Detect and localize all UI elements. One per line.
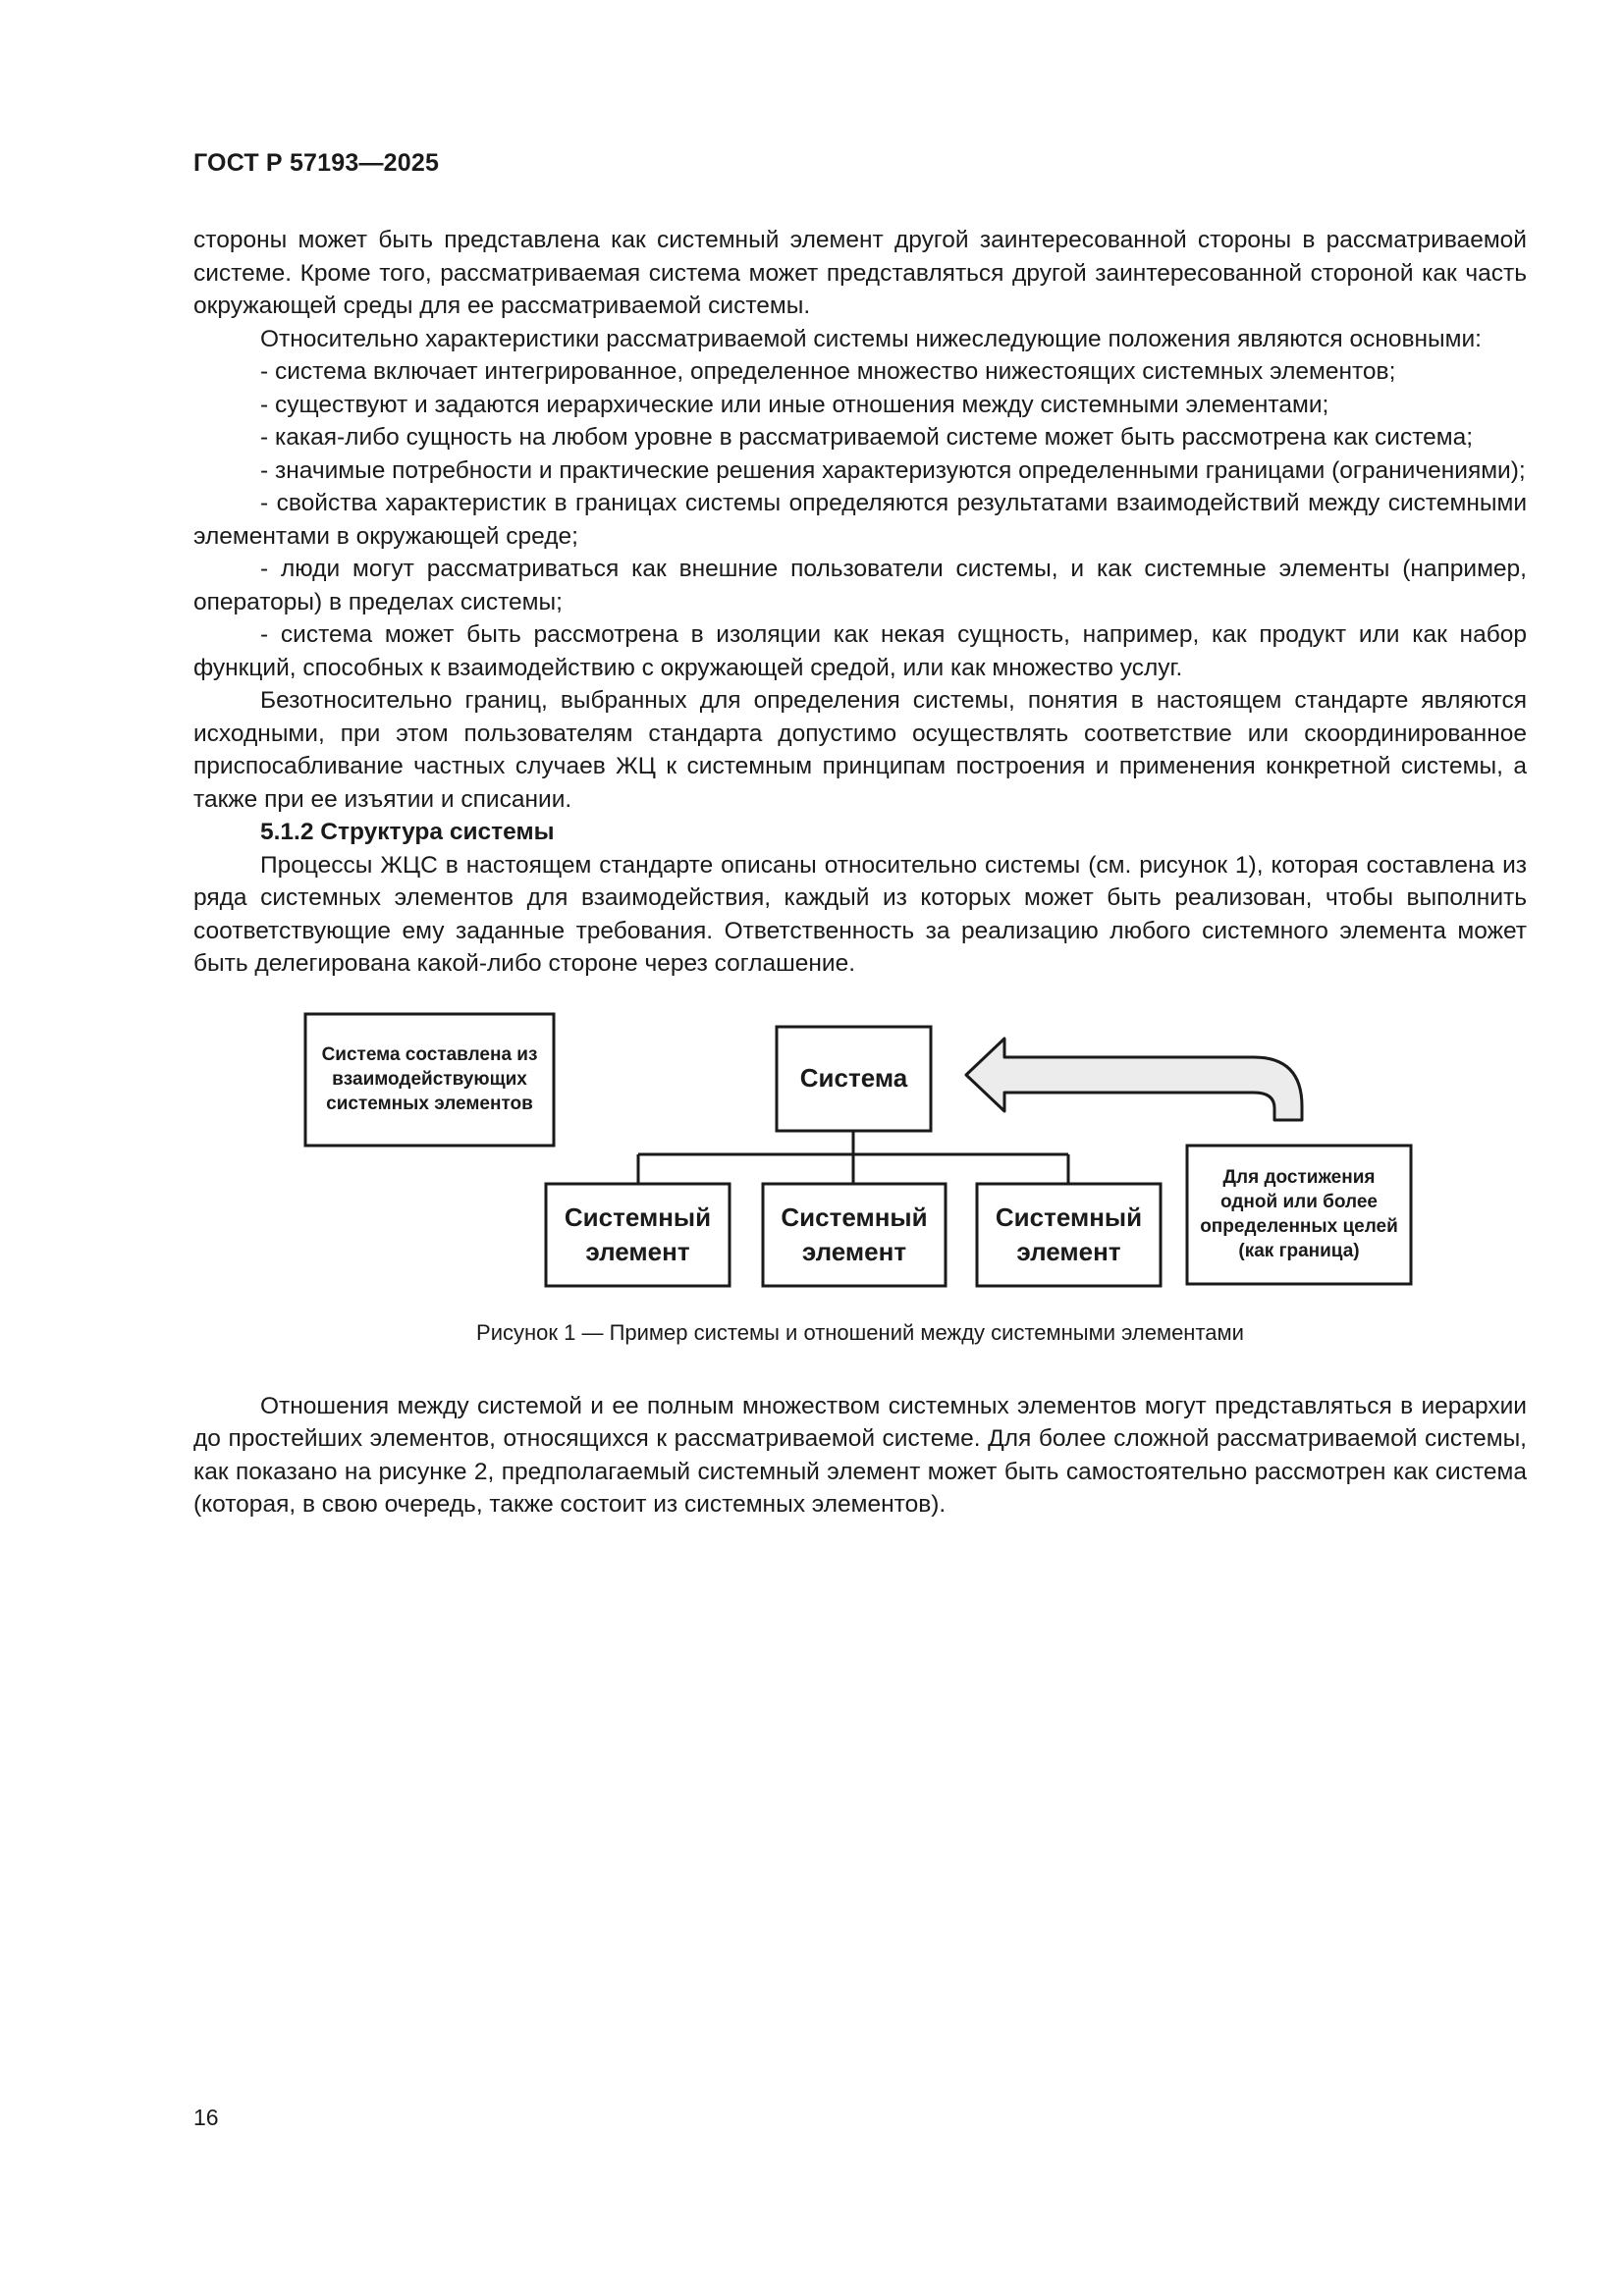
paragraph: Безотносительно границ, выбранных для определения системы, понятия в настоящем стандарте являются исходными, при этом пользователям стандарта допустимо осуществлять соответствие или скоординированное приспосабливание частных случаев ЖЦ к системным принципам построения и применения конкретной системы, а также при ее изъятии и списании. xyxy=(193,687,1527,813)
element-label: Системный элемент xyxy=(781,1201,928,1266)
list-item: - система может быть рассмотрена в изоляции как некая сущность, например, как продукт или как набор функций, способных к взаимодействию с окружающей средой, или как множество услуг. xyxy=(193,621,1527,681)
arrow-icon xyxy=(966,1039,1302,1120)
list-item: - какая-либо сущность на любом уровне в рассматриваемой системе может быть рассмотрена как система; xyxy=(260,424,1474,451)
goal-label: Для достижения одной или более определенных целей (как граница) xyxy=(1200,1167,1398,1261)
figure-caption: Рисунок 1 — Пример системы и отношений между системными элементами xyxy=(476,1319,1244,1345)
element-label: Системный элемент xyxy=(995,1201,1143,1266)
system-diagram xyxy=(193,1002,1527,1390)
main-content xyxy=(193,224,1527,1522)
list-item: - свойства характеристик в границах системы определяются результатами взаимодействий между системными элементами в окружающей среде; xyxy=(193,490,1527,550)
list-item: - система включает интегрированное, определенное множество нижестоящих системных элементов; xyxy=(260,358,1396,385)
paragraph: Отношения между системой и ее полным множеством системных элементов могут представляться в иерархии до простейших элементов, относящихся к рассматриваемой системе. Для более сложной рассматриваемой системы, как показано на рисунке 2, предполагаемый системный элемент может быть самостоятельно рассмотрен как система (которая, в свою очередь, также состоит из системных элементов). xyxy=(193,1392,1527,1518)
paragraph: стороны может быть представлена как системный элемент другой заинтересованной стороны в рассматриваемой системе. Кроме того, рассматриваемая система может представляться другой заинтересованной стороной как часть окружающей среды для ее рассматриваемой системы. xyxy=(193,227,1527,319)
note-label: Система составлена из взаимодействующих системных элементов xyxy=(321,1044,538,1114)
page-number: 16 xyxy=(193,2105,219,2130)
system-label: Система xyxy=(799,1063,908,1093)
element-label: Системный элемент xyxy=(564,1201,712,1266)
list-item: - значимые потребности и практические решения характеризуются определенными границами (ограничениями); xyxy=(260,456,1526,484)
list-item: - существуют и задаются иерархические или иные отношения между системными элементами; xyxy=(260,391,1329,418)
paragraph: Процессы ЖЦС в настоящем стандарте описаны относительно системы (см. рисунок 1), которая составлена из ряда системных элементов для взаимодействия, каждый из которых может быть реализован, чтобы выполнить соответствующие ему заданные требования. Ответственность за реализацию любого системного элемента может быть делегирована какой-либо стороне через соглашение. xyxy=(193,851,1527,977)
document-header: ГОСТ Р 57193—2025 xyxy=(193,149,440,177)
section-heading: 5.1.2 Структура системы xyxy=(260,819,555,845)
paragraph: Относительно характеристики рассматриваемой системы нижеследующие положения являются основными: xyxy=(260,325,1482,352)
list-item: - люди могут рассматриваться как внешние пользователи системы, и как системные элементы (например, операторы) в пределах системы; xyxy=(193,556,1527,615)
